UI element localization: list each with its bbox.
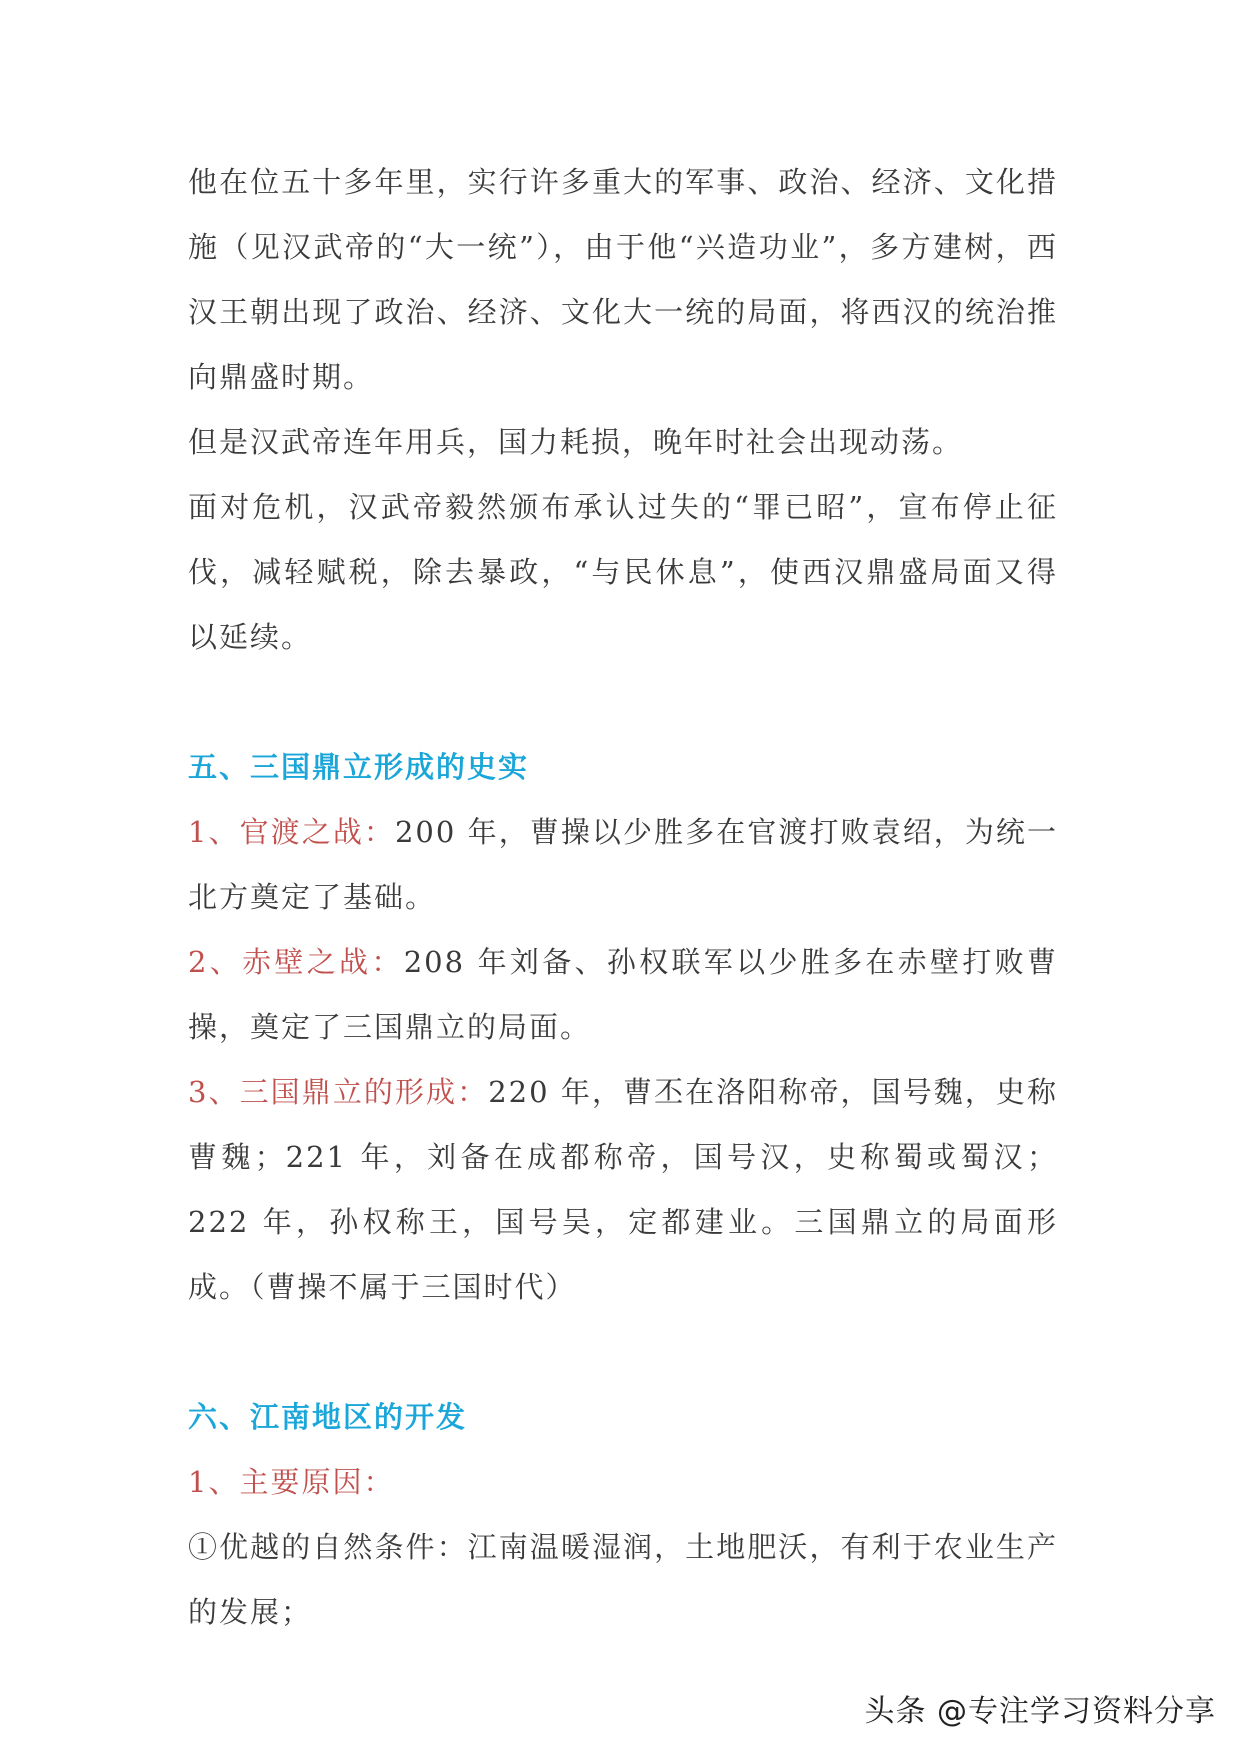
- item-text: 208 年刘备、孙权联军以少胜多在赤壁打败曹操，奠定了三国鼎立的局面。: [188, 945, 1058, 1044]
- paragraph: 他在位五十多年里，实行许多重大的军事、政治、经济、文化措施（见汉武帝的“大一统”），由于他“兴造功业”，多方建树，西汉王朝出现了政治、经济、文化大一统的局面，将西汉的统治推向鼎盛时期。: [188, 165, 1058, 394]
- paragraph: ①优越的自然条件：江南温暖湿润，土地肥沃，有利于农业生产的发展；: [188, 1530, 1058, 1629]
- document-body: [188, 150, 1058, 1645]
- list-item: [188, 930, 1058, 1060]
- section-heading: 六、江南地区的开发: [188, 1400, 468, 1434]
- item-text: 200 年，曹操以少胜多在官渡打败袁绍，为统一北方奠定了基础。: [188, 815, 1058, 914]
- list-item: [188, 800, 1058, 930]
- item-label: 1、官渡之战：: [188, 815, 395, 849]
- watermark: 头条 @专注学习资料分享: [864, 1694, 1216, 1729]
- item-text: 220 年，曹丕在洛阳称帝，国号魏，史称曹魏；221 年，刘备在成都称帝，国号汉，史称蜀或蜀汉；222 年，孙权称王，国号吴，定都建业。三国鼎立的局面形成。（曹操不属于三国时代）: [188, 1075, 1059, 1304]
- item-label: 3、三国鼎立的形成：: [188, 1075, 489, 1109]
- item-label: 2、赤壁之战：: [188, 945, 404, 979]
- list-item: [188, 1060, 1058, 1320]
- section-heading: 五、三国鼎立形成的史实: [188, 750, 530, 784]
- paragraph: 面对危机，汉武帝毅然颁布承认过失的“罪已昭”，宣布停止征伐，减轻赋税，除去暴政，“与民休息”，使西汉鼎盛局面又得以延续。: [188, 490, 1058, 654]
- item-label: 1、主要原因：: [188, 1465, 395, 1499]
- paragraph: 但是汉武帝连年用兵，国力耗损，晚年时社会出现动荡。: [188, 425, 964, 459]
